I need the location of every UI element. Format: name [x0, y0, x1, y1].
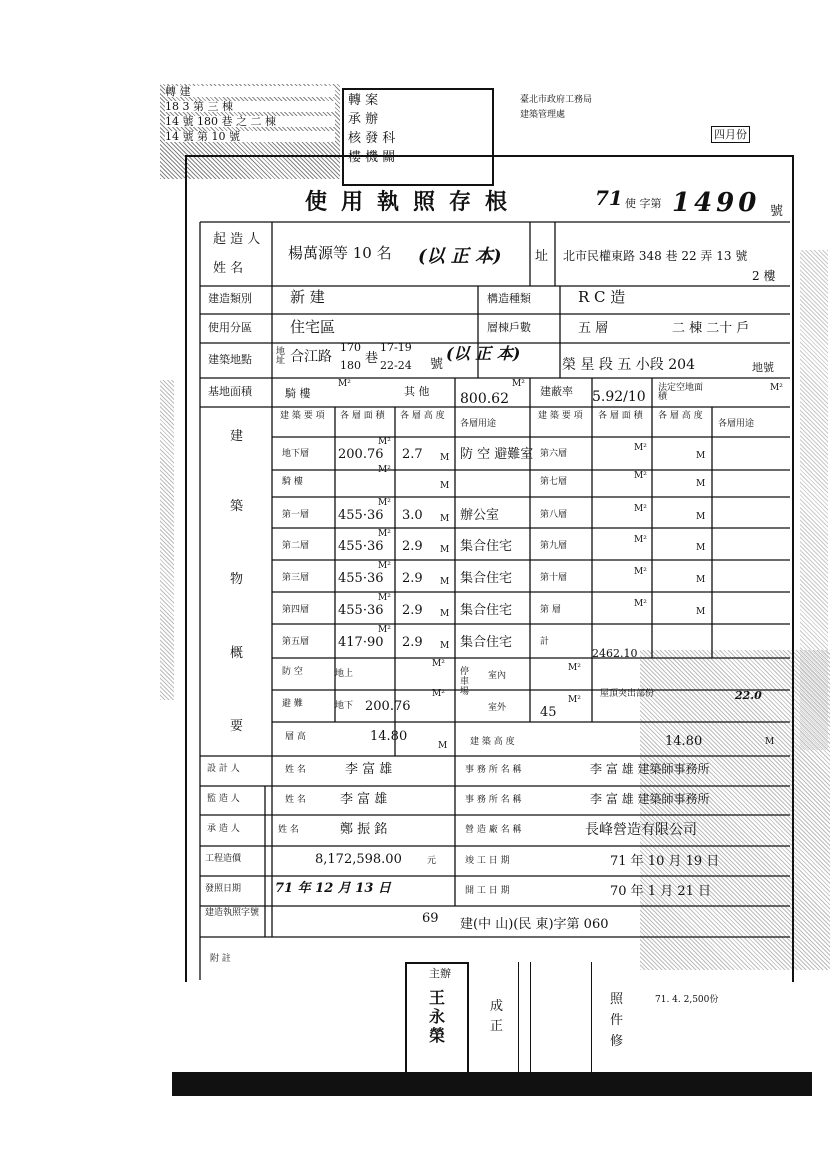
scan-bottom-bar	[172, 1072, 812, 1096]
col-header: 各 層 面 積	[340, 411, 385, 421]
units-label: 層棟戶數	[487, 321, 531, 334]
units-rest: 二 棟 二十 戶	[672, 321, 750, 336]
contractor-firm-label: 營 造 廠 名 稱	[465, 825, 522, 835]
floor-row-cell: M	[440, 514, 450, 524]
start-value: 70 年 1 月 21 日	[610, 884, 712, 899]
supervisor-name-label: 姓 名	[285, 795, 306, 805]
site-no-bottom: 22-24	[380, 359, 412, 372]
parking-out-value: 45	[540, 705, 557, 720]
overview-side-char: 築	[230, 499, 244, 514]
floor-row-cell: 第二層	[282, 541, 310, 551]
floor-row-cell: M	[440, 609, 450, 619]
floor-row-cell: M²	[378, 465, 391, 475]
overview-side-char: 概	[230, 646, 244, 661]
contractor-label: 承 造 人	[207, 824, 240, 834]
shelter-unit1: M²	[432, 659, 445, 669]
address-floor: 2 樓	[752, 269, 776, 283]
designer-name: 李 富 雄	[345, 762, 393, 777]
parking-out-unit: M²	[568, 695, 581, 705]
designer-office-label: 事 務 所 名 稱	[465, 765, 522, 775]
owner-name-label: 姓 名	[213, 261, 244, 276]
total-value: 2462.10	[592, 647, 638, 660]
bldg-height-unit: M	[765, 737, 775, 747]
top-left-line: 14 號 第 10 號	[165, 131, 335, 142]
floor-row-cell: 第五層	[282, 637, 310, 647]
site-lane-unit: 巷	[365, 351, 379, 366]
overview-side-char: 建	[230, 429, 244, 444]
col-header: 建 築 要 項	[538, 411, 583, 421]
roof-value: 22.0	[735, 689, 762, 702]
col-header: 各層用途	[460, 419, 497, 429]
top-left-line: 14 號 180 巷 之 二 棟	[165, 116, 335, 127]
site-lot: 地號	[752, 361, 774, 374]
overview-side-char: 物	[230, 572, 244, 587]
address-label: 址	[535, 249, 549, 264]
owner-value: 楊萬源等 10 名	[288, 244, 392, 262]
col-header: 各層用途	[718, 419, 755, 429]
overview-side-char: 要	[230, 719, 244, 734]
floor-row-cell: M	[696, 479, 706, 489]
floor-row-cell: 計	[540, 637, 550, 647]
floor-row-cell: M	[696, 512, 706, 522]
floor-row-cell: 集合住宅	[460, 571, 513, 586]
floor-row-cell: 第四層	[282, 605, 310, 615]
site-label: 建築地點	[208, 353, 252, 366]
address-value: 北市民權東路 348 巷 22 弄 13 號	[563, 249, 748, 263]
floor-row-cell: M	[440, 481, 450, 491]
floor-row-cell: M²	[378, 561, 391, 571]
designer-office: 李 富 雄 建築師事務所	[590, 762, 710, 776]
contractor-firm: 長峰營造有限公司	[585, 822, 697, 838]
floor-row-cell: M²	[378, 529, 391, 539]
floor-row-cell: M	[696, 607, 706, 617]
floor-row-cell: 騎 樓	[282, 477, 303, 487]
floor-row-cell: 地下層	[282, 449, 310, 459]
permit-suffix: 號	[770, 204, 784, 219]
bldg-height-label: 建 築 高 度	[470, 737, 515, 747]
stamp-seal: 四月份	[711, 126, 750, 143]
roof-label: 屋頂突出部份	[600, 689, 655, 699]
floor-row-cell: 第七層	[540, 477, 568, 487]
stamp-line: 樓 機 關	[348, 150, 396, 165]
print-note: 71. 4. 2,500份	[655, 995, 719, 1005]
eave-unit: M	[438, 741, 448, 751]
coverage-label: 建蔽率	[540, 385, 573, 398]
build-type-value: 新 建	[290, 288, 325, 306]
issue-label: 發照日期	[205, 884, 242, 894]
contractor-name-label: 姓 名	[278, 825, 299, 835]
openspace-unit: M²	[770, 383, 783, 393]
shelter-label2: 避 難	[282, 699, 303, 709]
top-left-line: 轉 建	[165, 86, 335, 97]
floor-row-cell: 集合住宅	[460, 635, 513, 650]
footer-stamp-3	[530, 962, 592, 1080]
floor-row-cell: M²	[378, 625, 391, 635]
floor-row-cell: 第三層	[282, 573, 310, 583]
floor-row-cell: M	[440, 545, 450, 555]
floor-row-cell: M	[440, 641, 450, 651]
floor-row-cell: 2.7	[402, 447, 423, 462]
floor-row-cell: 2.9	[402, 571, 423, 586]
footer-stamp-col3: 照 件 修	[610, 992, 624, 1049]
floor-row-cell: M²	[378, 437, 391, 447]
floor-row-cell: M²	[378, 593, 391, 603]
note-label: 附 註	[210, 954, 231, 964]
zone-label: 使用分區	[208, 321, 252, 334]
bldg-height-value: 14.80	[665, 734, 703, 749]
designer-label: 設 計 人	[207, 764, 240, 774]
floor-row-cell: M	[440, 453, 450, 463]
eave-label: 層 高	[285, 732, 306, 742]
floor-row-cell: M	[440, 577, 450, 587]
owner-label: 起 造 人	[213, 232, 261, 247]
floor-row-cell: 2.9	[402, 539, 423, 554]
area-other-unit: M²	[512, 379, 525, 389]
supervisor-label: 監 造 人	[207, 794, 240, 804]
floor-row-cell: 辦公室	[460, 508, 500, 523]
site-section: 榮 星 段 五 小段 204	[562, 357, 695, 373]
area-unit: M²	[338, 379, 351, 389]
shelter-sub1: 地上	[335, 669, 354, 679]
site-sub: 地址	[276, 347, 286, 366]
stamp-line: 建築管理處	[520, 110, 566, 120]
coverage-value: 5.92/10	[592, 389, 646, 405]
floor-row-cell: 2.9	[402, 603, 423, 618]
complete-label: 竣 工 日 期	[465, 856, 510, 866]
parking-in-label: 室內	[488, 671, 507, 681]
issue-value: 71 年 12 月 13 日	[275, 881, 391, 896]
floor-row-cell: M²	[634, 443, 647, 453]
contractor-name: 鄭 振 銘	[340, 822, 388, 837]
cost-label: 工程造價	[205, 854, 242, 864]
area-other-label: 其 他	[404, 385, 430, 398]
floor-row-cell: 455·36	[338, 571, 384, 586]
floor-row-cell: M²	[634, 471, 647, 481]
stamp-char: 成	[490, 999, 504, 1014]
site-no-unit: 號	[430, 357, 444, 372]
parking-out-label: 室外	[488, 703, 507, 713]
floor-row-cell: 集合住宅	[460, 603, 513, 618]
floor-row-cell: 第十層	[540, 573, 568, 583]
floor-row-cell: 第六層	[540, 449, 568, 459]
floor-row-cell: 集合住宅	[460, 539, 513, 554]
permit-no: 69	[422, 911, 439, 926]
cost-value: 8,172,598.00	[315, 852, 402, 867]
eave-value: 14.80	[370, 729, 408, 744]
openspace-label: 法定空地面積	[658, 383, 704, 402]
floor-row-cell: 455·36	[338, 539, 384, 554]
page-title: 使用執照存根	[305, 189, 522, 215]
floor-row-cell: M	[696, 575, 706, 585]
cost-unit: 元	[427, 856, 437, 866]
stamp-line: 承 辦	[348, 112, 379, 127]
floor-row-cell: M²	[378, 498, 391, 508]
col-header: 各 層 高 度	[400, 411, 445, 421]
stamp-line: 轉 案	[348, 93, 379, 108]
stamp-line: 核 發 科	[348, 131, 396, 146]
shelter-unit2: M²	[432, 689, 445, 699]
stamp-char: 正	[490, 1019, 504, 1034]
designer-name-label: 姓 名	[285, 765, 306, 775]
structure-label: 構造種類	[487, 292, 531, 305]
stamp-name: 王永榮	[429, 988, 446, 1046]
shelter-sub2: 地下	[335, 701, 354, 711]
top-left-line: 18 3 第 三 棟	[165, 101, 335, 112]
floor-row-cell: 417·90	[338, 635, 384, 650]
site-seal: (以 正 本)	[446, 344, 521, 363]
col-header: 各 層 面 積	[598, 411, 643, 421]
shelter-label: 防 空	[282, 667, 303, 677]
floor-row-cell: M²	[634, 599, 647, 609]
units-floors: 五 層	[578, 321, 609, 336]
floor-row-cell: M²	[634, 504, 647, 514]
area-label: 基地面積	[208, 385, 252, 398]
supervisor-office: 李 富 雄 建築師事務所	[590, 792, 710, 806]
supervisor-office-label: 事 務 所 名 稱	[465, 795, 522, 805]
floor-row-cell: 455·36	[338, 508, 384, 523]
site-road: 合江路	[290, 349, 332, 365]
col-header: 各 層 高 度	[658, 411, 703, 421]
floor-row-cell: 第一層	[282, 510, 310, 520]
parking-in-unit: M²	[568, 663, 581, 673]
permit-zone: 建(中 山)(民 東)字第 060	[460, 917, 609, 932]
floor-row-cell: 2.9	[402, 635, 423, 650]
stamp-title: 主辦	[429, 967, 451, 980]
floor-row-cell: 3.0	[402, 508, 423, 523]
site-no-top: 17-19	[380, 341, 412, 354]
structure-value: R C 造	[578, 288, 626, 306]
stamp-line: 臺北市政府工務局	[520, 95, 593, 105]
floor-row-cell: M	[696, 543, 706, 553]
owner-seal: (以 正 本)	[418, 246, 502, 267]
floor-row-cell: 455·36	[338, 603, 384, 618]
floor-row-cell: M²	[634, 567, 647, 577]
parking-label: 停 車 場	[460, 667, 470, 697]
area-arcade: 騎 樓	[285, 387, 311, 400]
col-header: 建 築 要 項	[280, 411, 325, 421]
permit-label: 建造執照字號	[205, 908, 260, 918]
zone-value: 住宅區	[290, 318, 336, 336]
floor-row-cell: 200.76	[338, 447, 384, 462]
area-other-value: 800.62	[460, 391, 509, 407]
floor-row-cell: 防 空 避難室	[460, 447, 534, 462]
permit-prefix-label: 使 字第	[625, 197, 662, 210]
permit-number: 1490	[672, 188, 761, 218]
build-type-label: 建造類別	[208, 292, 252, 305]
floor-row-cell: M²	[634, 535, 647, 545]
footer-stamp-name	[405, 962, 469, 1084]
floor-row-cell: 第 層	[540, 605, 561, 615]
footer-stamp-2	[478, 962, 519, 1080]
shelter-value: 200.76	[365, 699, 411, 714]
floor-row-cell: M	[696, 451, 706, 461]
permit-prefix: 71	[595, 186, 623, 210]
site-lane-top: 170	[340, 341, 361, 354]
start-label: 開 工 日 期	[465, 886, 510, 896]
complete-value: 71 年 10 月 19 日	[610, 854, 720, 869]
supervisor-name: 李 富 雄	[340, 792, 388, 807]
floor-row-cell: 第九層	[540, 541, 568, 551]
site-lane-bottom: 180	[340, 359, 361, 372]
floor-row-cell: 第八層	[540, 510, 568, 520]
